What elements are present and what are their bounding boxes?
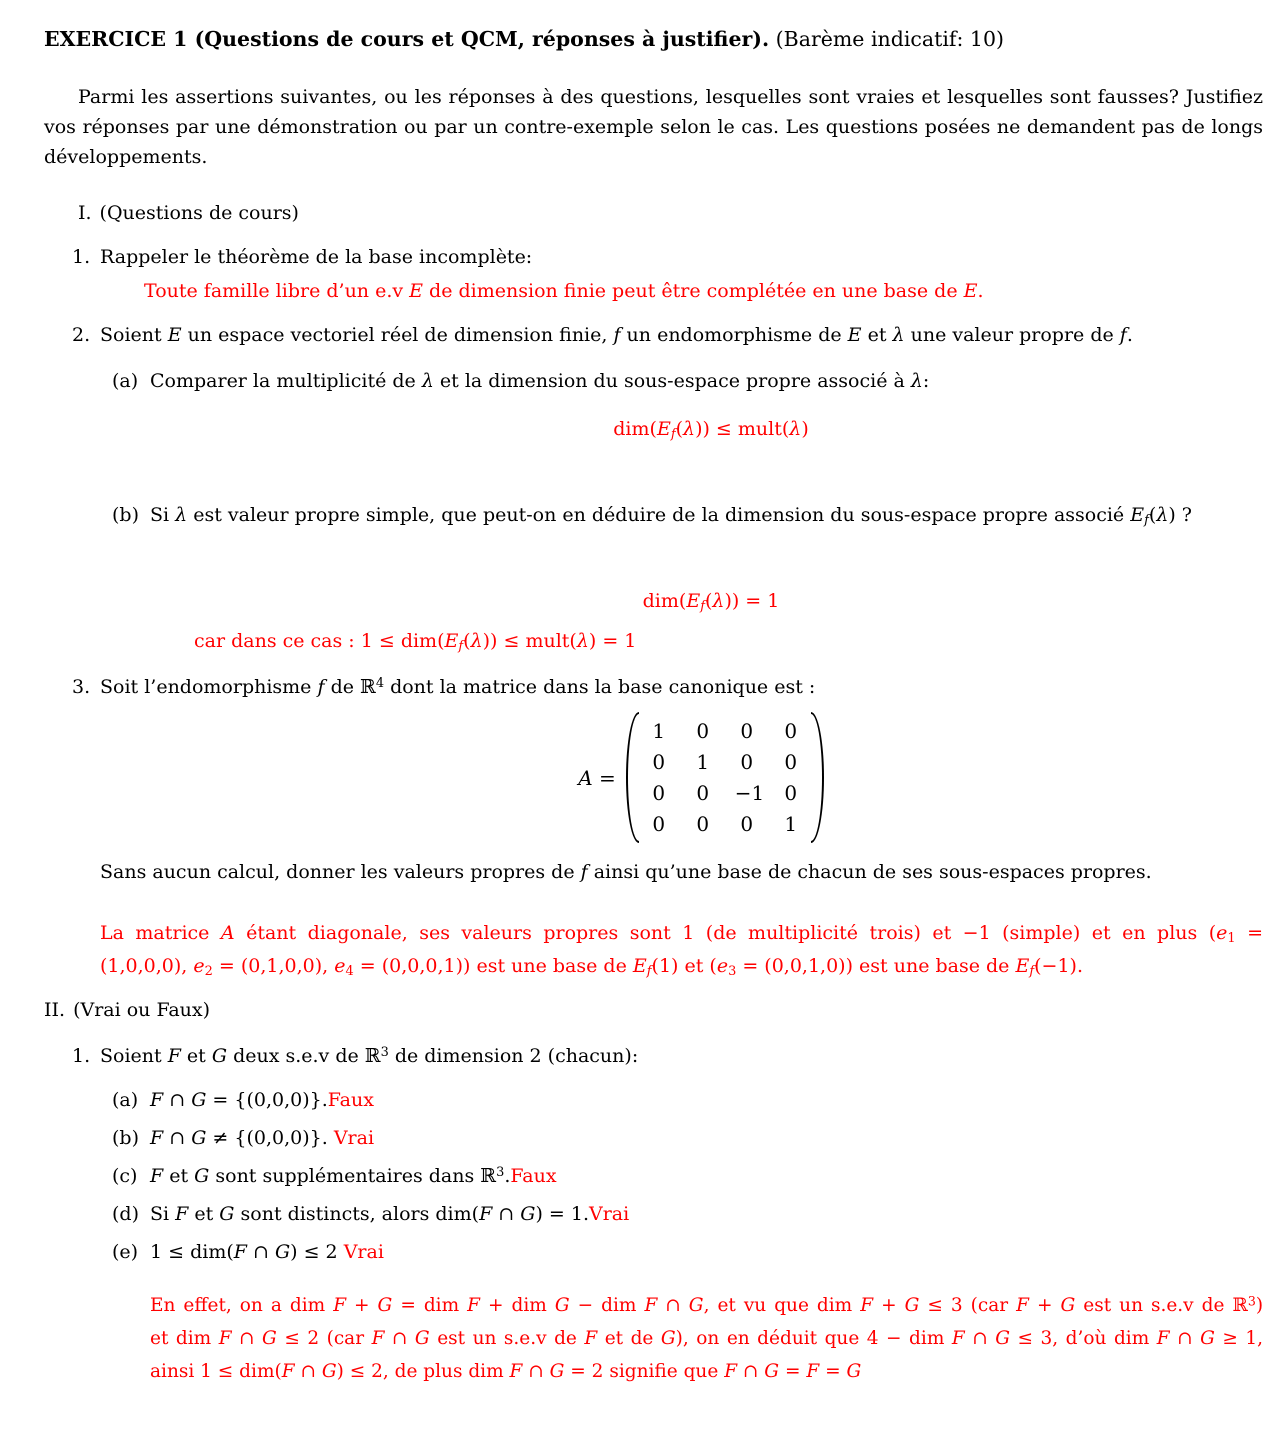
matrix-a [639, 712, 811, 843]
section-i-title: (Questions de cours) [99, 202, 299, 224]
true-false-item-e [112, 1239, 1263, 1265]
section-ii-heading [44, 997, 1263, 1023]
question-ii-1 [72, 1043, 1263, 1069]
section-i-label: I. [78, 202, 92, 224]
item-label: (c) [112, 1165, 138, 1187]
question-i-2 [72, 322, 1263, 348]
question-i-2b [112, 502, 1263, 528]
matrix-cell: 0 [740, 719, 754, 743]
item-statement: F ∩ G = {(0,0,0)}.Faux [150, 1089, 374, 1111]
question-i-2-label: 2. [72, 324, 91, 346]
answer-formula-i-2b: $dim(E_f(\lambda)) = 1$ [642, 590, 780, 615]
matrix-cell: −1 [734, 781, 765, 805]
item-statement: 1 ≤ dim(F ∩ G) ≤ 2 Vrai [150, 1241, 384, 1263]
question-ii-1-label: 1. [72, 1045, 91, 1067]
matrix-display [44, 712, 1263, 843]
section-ii-label: II. [44, 999, 66, 1021]
true-false-list [44, 1087, 1263, 1265]
question-i-2a-label: (a) [112, 370, 139, 392]
matrix-cell: 0 [740, 750, 754, 774]
question-i-2a-text: Comparer la multiplicité de λ et la dimension du sous-espace propre associé à λ: [150, 370, 930, 392]
question-ii-1-text: Soient F et G deux s.e.v de ℝ$^3$ de dimension 2 (chacun): [100, 1045, 639, 1067]
justification-paragraph [150, 1289, 1263, 1388]
question-i-3-text: Soit l’endomorphisme f de ℝ$^4$ dont la matrice dans la base canonique est : [100, 676, 816, 698]
answer-note-i-2b: car dans ce cas : $1 \le dim(E_f(\lambda))$ ≤ mult(λ) = 1 [194, 630, 637, 655]
answer-i-1: Toute famille libre d’un e.v E de dimension finie peut être complétée en une base de E. [144, 280, 984, 302]
justification-line: ainsi 1 ≤ dim(F ∩ G) ≤ 2, de plus dim F ∩ G = 2 signifie que F ∩ G = F = G [150, 1361, 862, 1382]
question-i-1 [72, 244, 1263, 270]
exercise-title [44, 26, 1263, 52]
intro-line: développements. [44, 146, 208, 168]
true-false-item-a [112, 1087, 1263, 1113]
exercise-title-bareme: (Barème indicatif: 10) [775, 27, 1004, 51]
section-ii-title: (Vrai ou Faux) [73, 999, 211, 1021]
matrix-left-paren [626, 712, 639, 843]
matrix-cell: 0 [740, 812, 754, 836]
item-statement: Si F et G sont distincts, alors dim(F ∩ G) = 1.Vrai [150, 1203, 630, 1225]
matrix-cell: 0 [652, 812, 666, 836]
question-i-2a [112, 368, 1263, 394]
question-i-3-text2: Sans aucun calcul, donner les valeurs propres de f ainsi qu’une base de chacun de ses sous-espaces propres. [100, 861, 1152, 883]
verdict: Vrai [343, 1241, 384, 1263]
matrix-cell: 1 [784, 812, 798, 836]
question-i-3-label: 3. [72, 676, 91, 698]
item-label: (a) [112, 1089, 139, 1111]
intro-line: vos réponses par une démonstration ou par un contre-exemple selon le cas. Les questions posées ne demandent pas de longs [44, 116, 1263, 138]
matrix-cell: 0 [652, 750, 666, 774]
matrix-cell: 0 [784, 750, 798, 774]
justification-line: En effet, on a dim F + G = dim F + dim G − dim F ∩ G, et vu que dim F + G ≤ 3 (car F + G est un s.e.v de ℝ$^3$) [150, 1293, 1264, 1316]
question-i-1-label: 1. [72, 246, 91, 268]
question-i-1-text: Rappeler le théorème de la base incomplète: [100, 246, 533, 268]
verdict: Vrai [333, 1127, 375, 1149]
true-false-item-d [112, 1201, 1263, 1227]
answer-i-3-line: La matrice A étant diagonale, ses valeurs propres sont 1 (de multiplicité trois) et −1 (simple) et en plus ($e_1$ = [100, 922, 1263, 947]
justification-line: et dim F ∩ G ≤ 2 (car F ∩ G est un s.e.v de F et de G), on en déduit que 4 − dim F ∩ G ≤ 3, d’où dim F ∩ G ≥ 1, [150, 1328, 1264, 1349]
matrix-cell: 0 [696, 812, 710, 836]
question-i-3 [72, 674, 1263, 700]
matrix-cell: 1 [696, 750, 710, 774]
matrix-cell: 0 [784, 719, 798, 743]
question-i-2b-text: Si λ est valeur propre simple, que peut-on en déduire de la dimension du sous-espace propre associé $E_f(\lambda)$ ? [150, 504, 1192, 529]
intro-paragraph [44, 82, 1263, 172]
exercise-title-bold: EXERCICE 1 (Questions de cours et QCM, réponses à justifier). [44, 27, 770, 51]
verdict: Faux [510, 1165, 557, 1187]
matrix-cell: 0 [652, 781, 666, 805]
question-i-2-text: Soient E un espace vectoriel réel de dimension finie, f un endomorphisme de E et λ une valeur propre de f. [100, 324, 1133, 346]
matrix-lhs: A = [578, 765, 616, 790]
matrix-expression [578, 712, 824, 843]
item-label: (d) [112, 1203, 139, 1225]
matrix-cell: 0 [696, 719, 710, 743]
item-statement: F et G sont supplémentaires dans ℝ$^3$.Faux [150, 1165, 557, 1187]
verdict: Vrai [588, 1203, 630, 1225]
question-i-2b-label: (b) [112, 504, 139, 526]
answer-i-3 [100, 917, 1263, 983]
item-statement: F ∩ G ≠ {(0,0,0)}. Vrai [150, 1127, 375, 1149]
true-false-item-c [112, 1163, 1263, 1189]
matrix-cell: 0 [696, 781, 710, 805]
matrix-cell: 1 [652, 719, 666, 743]
matrix-cell: 0 [784, 781, 798, 805]
item-label: (b) [112, 1127, 139, 1149]
matrix-right-paren [811, 712, 824, 843]
verdict: Faux [327, 1089, 374, 1111]
answer-i-3-line: (1,0,0,0), $e_2 = (0,1,0,0)$, $e_4 = (0,0,0,1)$) est une base de $E_f(1)$ et $(e_3 = (0,0,1,0))$ est une base de $E_f(-1)$. [100, 955, 1083, 980]
item-label: (e) [112, 1241, 139, 1263]
true-false-item-b [112, 1125, 1263, 1151]
intro-line: Parmi les assertions suivantes, ou les réponses à des questions, lesquelles sont vraies et lesquelles sont fausses? Justifiez [78, 86, 1263, 108]
section-i-heading [78, 200, 1263, 226]
answer-formula-i-2a: $dim(E_f(\lambda))$ ≤ mult(λ) [613, 418, 809, 443]
